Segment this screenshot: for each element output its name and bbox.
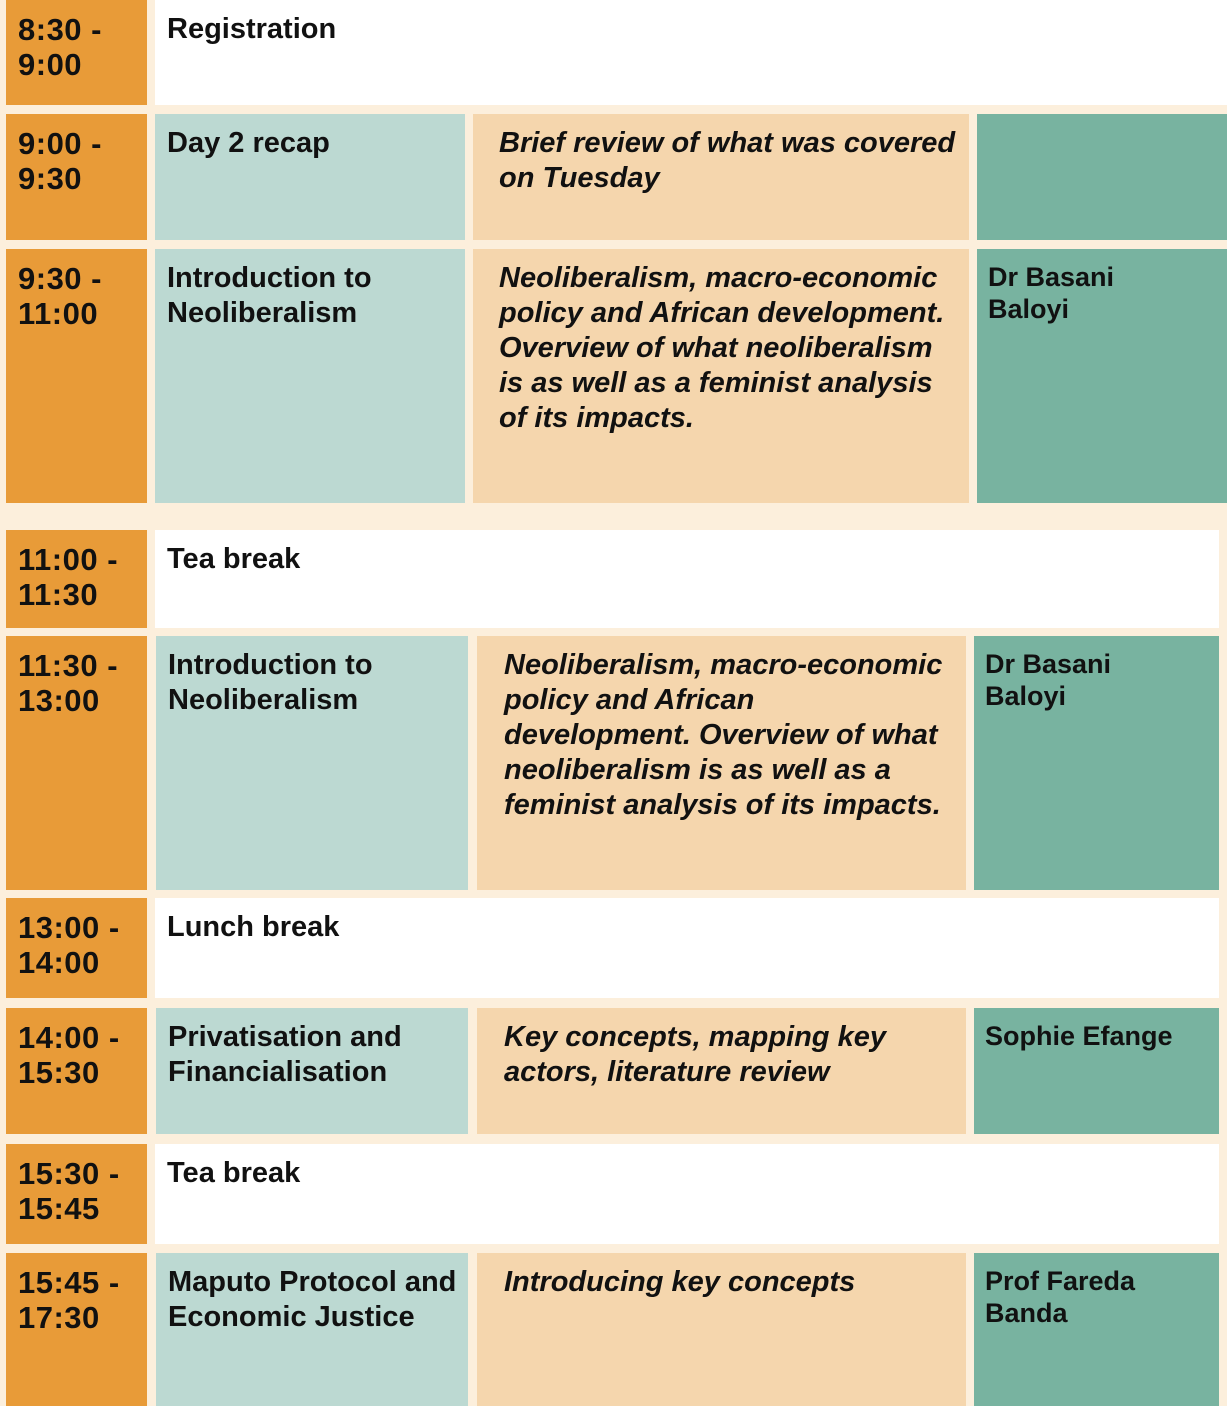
- session-description-text: Brief review of what was covered on Tuesday: [499, 127, 956, 194]
- session-topic: Tea break: [167, 543, 301, 575]
- session-topic: [156, 636, 468, 890]
- time-slot: [6, 636, 147, 890]
- time-end: 11:00: [18, 296, 99, 331]
- session-presenter: [974, 1253, 1219, 1406]
- session-topic-text: Day 2 recap: [167, 127, 330, 159]
- time-start: 9:30 -: [18, 261, 102, 296]
- time-end: 17:30: [18, 1300, 100, 1335]
- time-start: 13:00 -: [18, 910, 120, 945]
- session-description: [473, 249, 969, 503]
- session-topic: [155, 249, 465, 503]
- time-start: 11:00 -: [18, 542, 119, 577]
- time-start: 15:30 -: [18, 1156, 120, 1191]
- time-slot: [6, 1144, 147, 1244]
- time-slot: [6, 530, 147, 628]
- time-slot: [6, 0, 147, 105]
- session-presenter-text: Prof Fareda Banda: [985, 1266, 1136, 1328]
- time-slot: [6, 114, 147, 240]
- session-description: [477, 1253, 966, 1406]
- session-presenter: [974, 636, 1219, 890]
- session-description-text: Key concepts, mapping key actors, literature review: [504, 1021, 886, 1088]
- session-topic: [155, 114, 465, 240]
- session-topic: [156, 1008, 468, 1134]
- time-slot: [6, 1008, 147, 1134]
- break-row: [155, 1144, 1219, 1244]
- break-row: [155, 530, 1219, 628]
- session-topic-text: Maputo Protocol and Economic Justice: [168, 1266, 457, 1333]
- session-topic: Lunch break: [167, 911, 340, 943]
- time-start: 8:30 -: [18, 12, 102, 47]
- session-description-text: Neoliberalism, macro-economic policy and African development. Overview of what neoliberalism is as well as a feminist analysis of its impacts.: [504, 649, 943, 821]
- session-presenter: [977, 114, 1227, 240]
- session-presenter-text: Sophie Efange: [985, 1021, 1173, 1051]
- session-presenter: [974, 1008, 1219, 1134]
- time-slot: [6, 1253, 147, 1406]
- time-end: 9:00: [18, 47, 83, 82]
- time-end: 15:45: [18, 1191, 100, 1226]
- time-end: 11:30: [18, 577, 99, 612]
- time-end: 15:30: [18, 1055, 100, 1090]
- session-presenter-text: Dr Basani Baloyi: [985, 649, 1112, 711]
- time-end: 9:30: [18, 161, 83, 196]
- time-slot: [6, 898, 147, 998]
- session-presenter-text: Dr Basani Baloyi: [988, 262, 1115, 324]
- time-slot: [6, 249, 147, 503]
- time-start: 15:45 -: [18, 1265, 120, 1300]
- time-start: 11:30 -: [18, 648, 119, 683]
- break-row: [155, 898, 1219, 998]
- time-end: 13:00: [18, 683, 100, 718]
- session-topic: [156, 1253, 468, 1406]
- session-description-text: Neoliberalism, macro-economic policy and African development. Overview of what neoliberalism is as well as a feminist analysis of its impacts.: [499, 262, 945, 434]
- session-description: [477, 1008, 966, 1134]
- time-start: 14:00 -: [18, 1020, 120, 1055]
- session-topic: Registration: [167, 13, 337, 45]
- session-topic-text: Introduction to Neoliberalism: [168, 649, 373, 716]
- time-end: 14:00: [18, 945, 100, 980]
- session-description: [473, 114, 969, 240]
- session-topic: Tea break: [167, 1157, 301, 1189]
- time-start: 9:00 -: [18, 126, 102, 161]
- session-description-text: Introducing key concepts: [504, 1266, 856, 1298]
- session-description: [477, 636, 966, 890]
- session-presenter: [977, 249, 1227, 503]
- session-topic-text: Introduction to Neoliberalism: [167, 262, 372, 329]
- break-row: [155, 0, 1227, 105]
- session-topic-text: Privatisation and Financialisation: [168, 1021, 402, 1088]
